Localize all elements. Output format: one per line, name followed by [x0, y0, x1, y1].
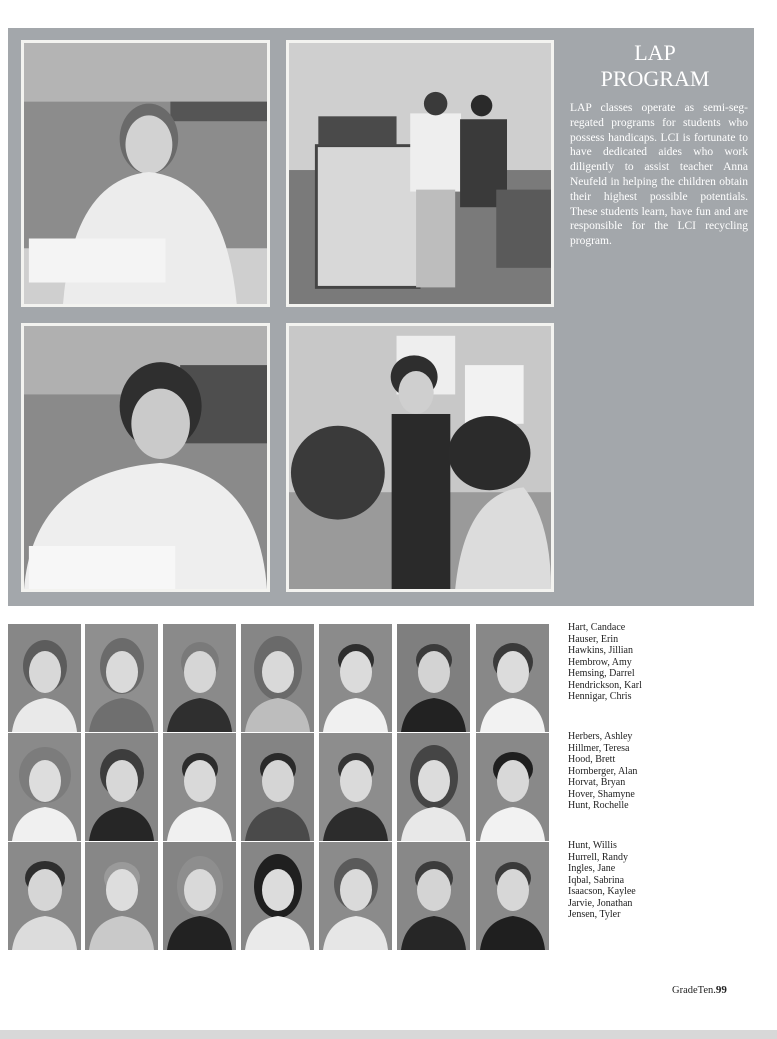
student-portrait	[163, 624, 236, 732]
student-name: Hart, Candace	[568, 622, 626, 633]
headline-line-2: PROGRAM	[600, 66, 710, 91]
student-name: Hover, Shamyne	[568, 788, 635, 800]
name-list-row-3	[568, 840, 678, 921]
folio-section: GradeTen.	[672, 985, 716, 996]
student-portrait	[85, 842, 158, 950]
student-portrait	[397, 624, 470, 732]
student-name: Jensen, Tyler	[568, 909, 621, 920]
student-name: Jarvie, Jonathan	[568, 897, 633, 909]
student-name: Iqbal, Sabrina	[568, 874, 625, 886]
student-portrait	[8, 733, 81, 841]
student-portrait	[319, 733, 392, 841]
student-portrait	[397, 733, 470, 841]
student-name: Hemsing, Darrel	[568, 668, 635, 679]
student-name: Isaacson, Kaylee	[568, 886, 636, 897]
student-name: Hauser, Erin	[568, 633, 619, 645]
page-edge	[0, 1030, 777, 1039]
student-name: Hunt, Willis	[568, 840, 617, 851]
photo-recycling-cart	[286, 40, 554, 307]
feature-body-text: LAP classes operate as semi-seg-regated programs for students who possess handicaps. LCI is fortunate to have dedicated aides who work diligently to assist teacher Anna Neufeld in helping the children obtain their highest possible potentials. These students learn, have fun and are responsible for the LCI recycling program.	[570, 102, 748, 248]
photo-student-at-desk	[21, 40, 270, 307]
student-portrait	[85, 733, 158, 841]
photo-student-writing	[21, 323, 270, 592]
student-name: Hendrickson, Karl	[568, 679, 642, 691]
student-portrait	[476, 842, 549, 950]
student-portrait	[241, 733, 314, 841]
headline-line-1: LAP	[634, 40, 676, 65]
student-name: Hunt, Rochelle	[568, 800, 629, 811]
student-portrait	[319, 624, 392, 732]
student-portrait	[163, 733, 236, 841]
student-portrait	[8, 842, 81, 950]
student-portrait	[397, 842, 470, 950]
student-name: Horvat, Bryan	[568, 777, 626, 788]
student-portrait	[476, 733, 549, 841]
student-portrait	[85, 624, 158, 732]
student-name: Hillmer, Teresa	[568, 742, 630, 754]
student-name: Ingles, Jane	[568, 863, 616, 874]
student-portrait	[8, 624, 81, 732]
page-number: 99	[715, 984, 727, 996]
student-portrait	[319, 842, 392, 950]
student-name: Hembrow, Amy	[568, 656, 632, 668]
student-name: Herbers, Ashley	[568, 731, 633, 742]
student-portrait	[476, 624, 549, 732]
feature-headline	[560, 40, 750, 92]
student-name: Hawkins, Jillian	[568, 645, 633, 656]
student-portrait	[241, 624, 314, 732]
student-name: Hornberger, Alan	[568, 765, 638, 777]
student-name: Hurrell, Randy	[568, 851, 628, 863]
name-list-row-1	[568, 622, 678, 703]
student-name: Hennigar, Chris	[568, 691, 632, 702]
page-folio	[672, 984, 727, 996]
student-portrait	[163, 842, 236, 950]
photo-teacher-with-students	[286, 323, 554, 592]
name-list-row-2	[568, 731, 678, 812]
student-portrait	[241, 842, 314, 950]
student-name: Hood, Brett	[568, 754, 616, 765]
